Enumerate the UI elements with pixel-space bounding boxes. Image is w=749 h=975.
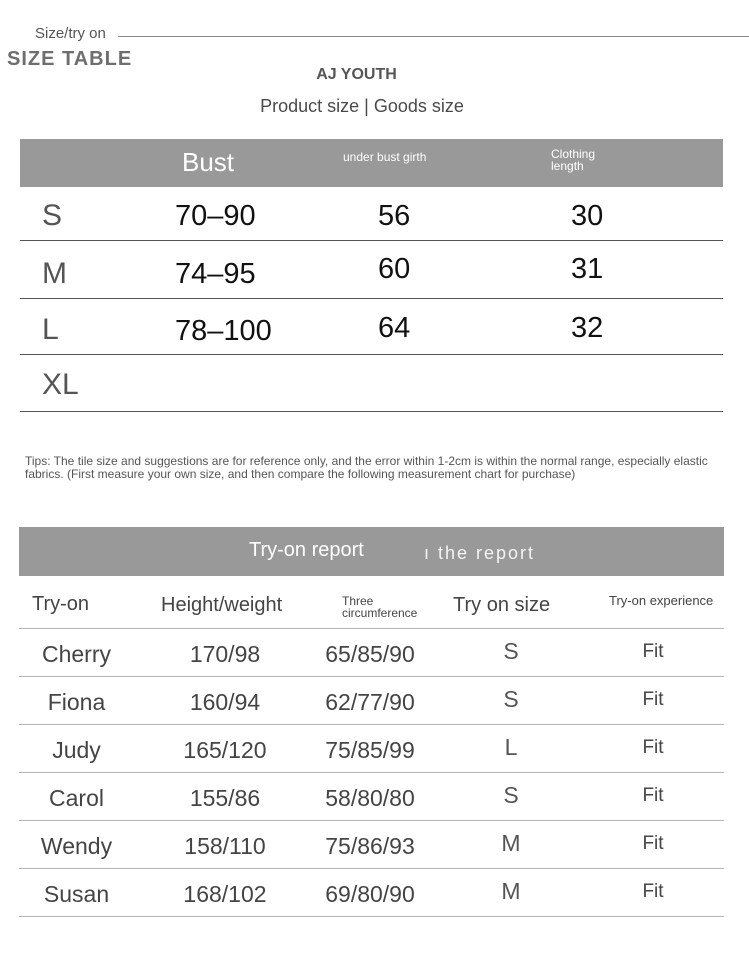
- height-weight-value: 170/98: [189, 641, 261, 667]
- try-on-size-value: L: [504, 734, 518, 760]
- under-bust-value: 64: [378, 312, 411, 344]
- try-on-experience-value: Fit: [642, 641, 664, 662]
- bust-value: 74–95: [175, 258, 256, 290]
- table-row: [19, 821, 724, 869]
- brand-name: AJ YOUTH: [316, 66, 397, 83]
- height-weight-value: 155/86: [189, 785, 261, 811]
- table-row: [20, 187, 723, 241]
- size-table-header: [20, 139, 723, 187]
- try-on-report-header: [19, 527, 724, 576]
- height-weight-value: 165/120: [183, 737, 267, 763]
- product-size-caption: Product size | Goods size: [260, 96, 464, 116]
- column-header-height-weight: Height/weight: [161, 594, 283, 616]
- under-bust-value: 60: [378, 253, 411, 285]
- height-weight-value: 158/110: [184, 833, 266, 859]
- try-on-size-value: S: [503, 638, 519, 664]
- tester-name: Susan: [43, 881, 110, 907]
- try-on-report-table: [19, 576, 724, 917]
- table-row: [20, 355, 723, 412]
- tester-name: Judy: [52, 737, 101, 763]
- section-title: SIZE TABLE: [7, 48, 133, 70]
- column-header-clothing-label: Clothing: [551, 147, 596, 161]
- column-header-circumference-label: circumference: [342, 606, 418, 620]
- try-on-experience-value: Fit: [642, 881, 664, 902]
- report-ghost-text: ı the report: [424, 543, 536, 563]
- tester-name: Cherry: [41, 641, 111, 667]
- try-on-experience-value: Fit: [642, 737, 664, 758]
- three-circumference-value: 75/85/99: [325, 737, 415, 763]
- three-circumference-value: 58/80/80: [325, 785, 415, 811]
- try-on-size-value: S: [503, 782, 519, 808]
- three-circumference-value: 69/80/90: [325, 881, 415, 907]
- column-header-try-on-experience: Try-on experience: [609, 593, 714, 608]
- height-weight-value: 168/102: [183, 881, 267, 907]
- column-header-under-bust: under bust girth: [343, 150, 427, 164]
- report-title: Try-on report: [249, 539, 364, 561]
- length-value: 31: [571, 253, 604, 285]
- tester-name: Fiona: [47, 689, 106, 715]
- column-header-three-circumference: [342, 595, 417, 619]
- column-header-try-on-size: Try on size: [453, 594, 551, 616]
- size-label: S: [42, 199, 63, 232]
- try-on-size-value: M: [501, 878, 521, 904]
- tester-name: Carol: [49, 785, 104, 811]
- try-on-experience-value: Fit: [642, 689, 664, 710]
- try-on-experience-value: Fit: [642, 785, 664, 806]
- table-row: [20, 241, 723, 299]
- column-header-length-label: length: [551, 159, 584, 173]
- length-value: 32: [571, 312, 604, 344]
- try-on-experience-value: Fit: [642, 833, 664, 854]
- section-subtitle: Size/try on: [35, 25, 106, 42]
- column-header-bust: Bust: [182, 147, 235, 177]
- three-circumference-value: 62/77/90: [325, 689, 415, 715]
- column-header-clothing-length: [551, 148, 595, 172]
- size-label: M: [42, 257, 67, 290]
- header-divider: [118, 36, 749, 37]
- size-table: [20, 139, 723, 412]
- bust-value: 78–100: [175, 315, 272, 347]
- bust-value: 70–90: [175, 200, 256, 232]
- size-label: XL: [42, 368, 79, 401]
- tips-text: Tips: The tile size and suggestions are for reference only, and the error within 1-2cm is within the normal range, especially elastic fabrics. (First measure your own size, and then compare the following measurement chart for purchase): [25, 454, 708, 481]
- tester-name: Wendy: [40, 833, 113, 859]
- table-row: [20, 299, 723, 355]
- under-bust-value: 56: [378, 200, 411, 232]
- report-column-headers: [19, 576, 724, 629]
- try-on-size-value: M: [501, 830, 521, 856]
- three-circumference-value: 75/86/93: [325, 833, 415, 859]
- length-value: 30: [571, 200, 604, 232]
- column-header-three-label: Three: [342, 594, 374, 608]
- table-row: [19, 629, 724, 677]
- table-row: [19, 725, 724, 773]
- table-row: [19, 677, 724, 725]
- column-header-try-on: Try-on: [32, 593, 90, 615]
- table-row: [19, 869, 724, 917]
- table-row: [19, 773, 724, 821]
- try-on-size-value: S: [503, 686, 519, 712]
- size-label: L: [42, 313, 59, 346]
- three-circumference-value: 65/85/90: [325, 641, 415, 667]
- height-weight-value: 160/94: [189, 689, 261, 715]
